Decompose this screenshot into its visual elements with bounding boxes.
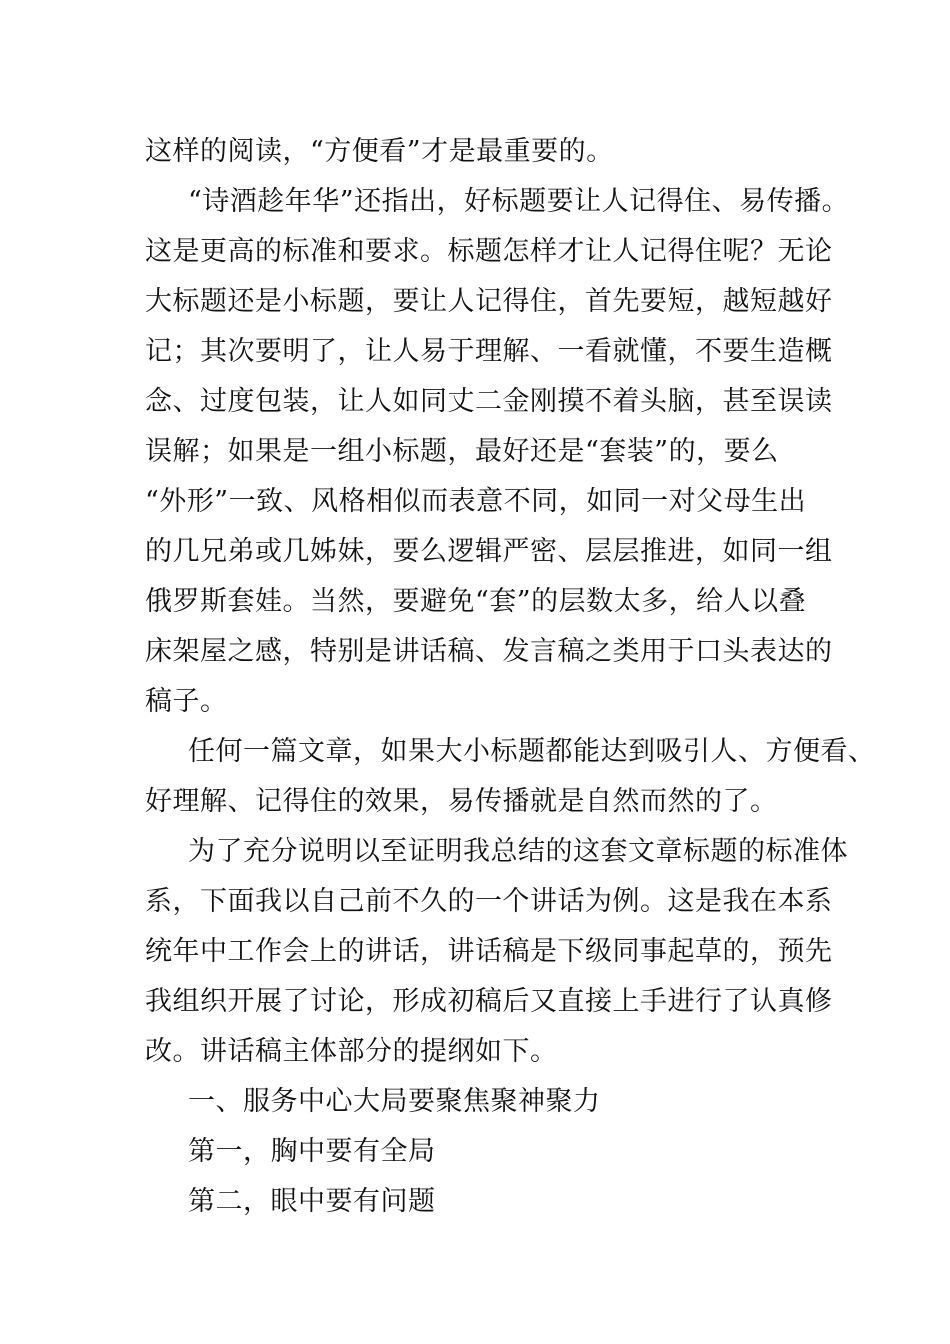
text-line: 我组织开展了讨论，形成初稿后又直接上手进行了认真修	[145, 986, 833, 1017]
text-line: 系，下面我以自己前不久的一个讲话为例。这是我在本系	[145, 886, 833, 917]
outline-subheading: 第一，胸中要有全局	[188, 1136, 436, 1167]
text-line: 稿子。	[145, 686, 228, 717]
text-line: 误解；如果是一组小标题，最好还是“套装”的，要么	[145, 436, 779, 467]
text-line: 大标题还是小标题，要让人记得住，首先要短，越短越好	[145, 286, 833, 317]
text-line: 这是更高的标准和要求。标题怎样才让人记得住呢？无论	[145, 236, 833, 267]
text-line: 的几兄弟或几姊妹，要么逻辑严密、层层推进，如同一组	[145, 536, 833, 567]
text-line: 改。讲话稿主体部分的提纲如下。	[145, 1036, 558, 1067]
text-line: 统年中工作会上的讲话，讲话稿是下级同事起草的，预先	[145, 936, 833, 967]
paragraph-start-line: 为了充分说明以至证明我总结的这套文章标题的标准体	[188, 836, 848, 867]
outline-heading: 一、服务中心大局要聚焦聚神聚力	[188, 1086, 601, 1117]
text-line: “外形”一致、风格相似而表意不同，如同一对父母生出	[145, 486, 807, 517]
outline-subheading: 第二，眼中要有问题	[188, 1186, 436, 1217]
text-line: 好理解、记得住的效果，易传播就是自然而然的了。	[145, 786, 778, 817]
text-line: 这样的阅读，“方便看”才是最重要的。	[145, 136, 614, 167]
text-line: 床架屋之感，特别是讲话稿、发言稿之类用于口头表达的	[145, 636, 833, 667]
text-line: 俄罗斯套娃。当然，要避免“套”的层数太多，给人以叠	[145, 586, 807, 617]
text-line: 记；其次要明了，让人易于理解、一看就懂，不要生造概	[145, 336, 833, 367]
paragraph-start-line: “诗酒趁年华”还指出，好标题要让人记得住、易传播。	[188, 186, 850, 217]
text-line: 念、过度包装，让人如同丈二金刚摸不着头脑，甚至误读	[145, 386, 833, 417]
paragraph-start-line: 任何一篇文章，如果大小标题都能达到吸引人、方便看、	[188, 736, 876, 767]
